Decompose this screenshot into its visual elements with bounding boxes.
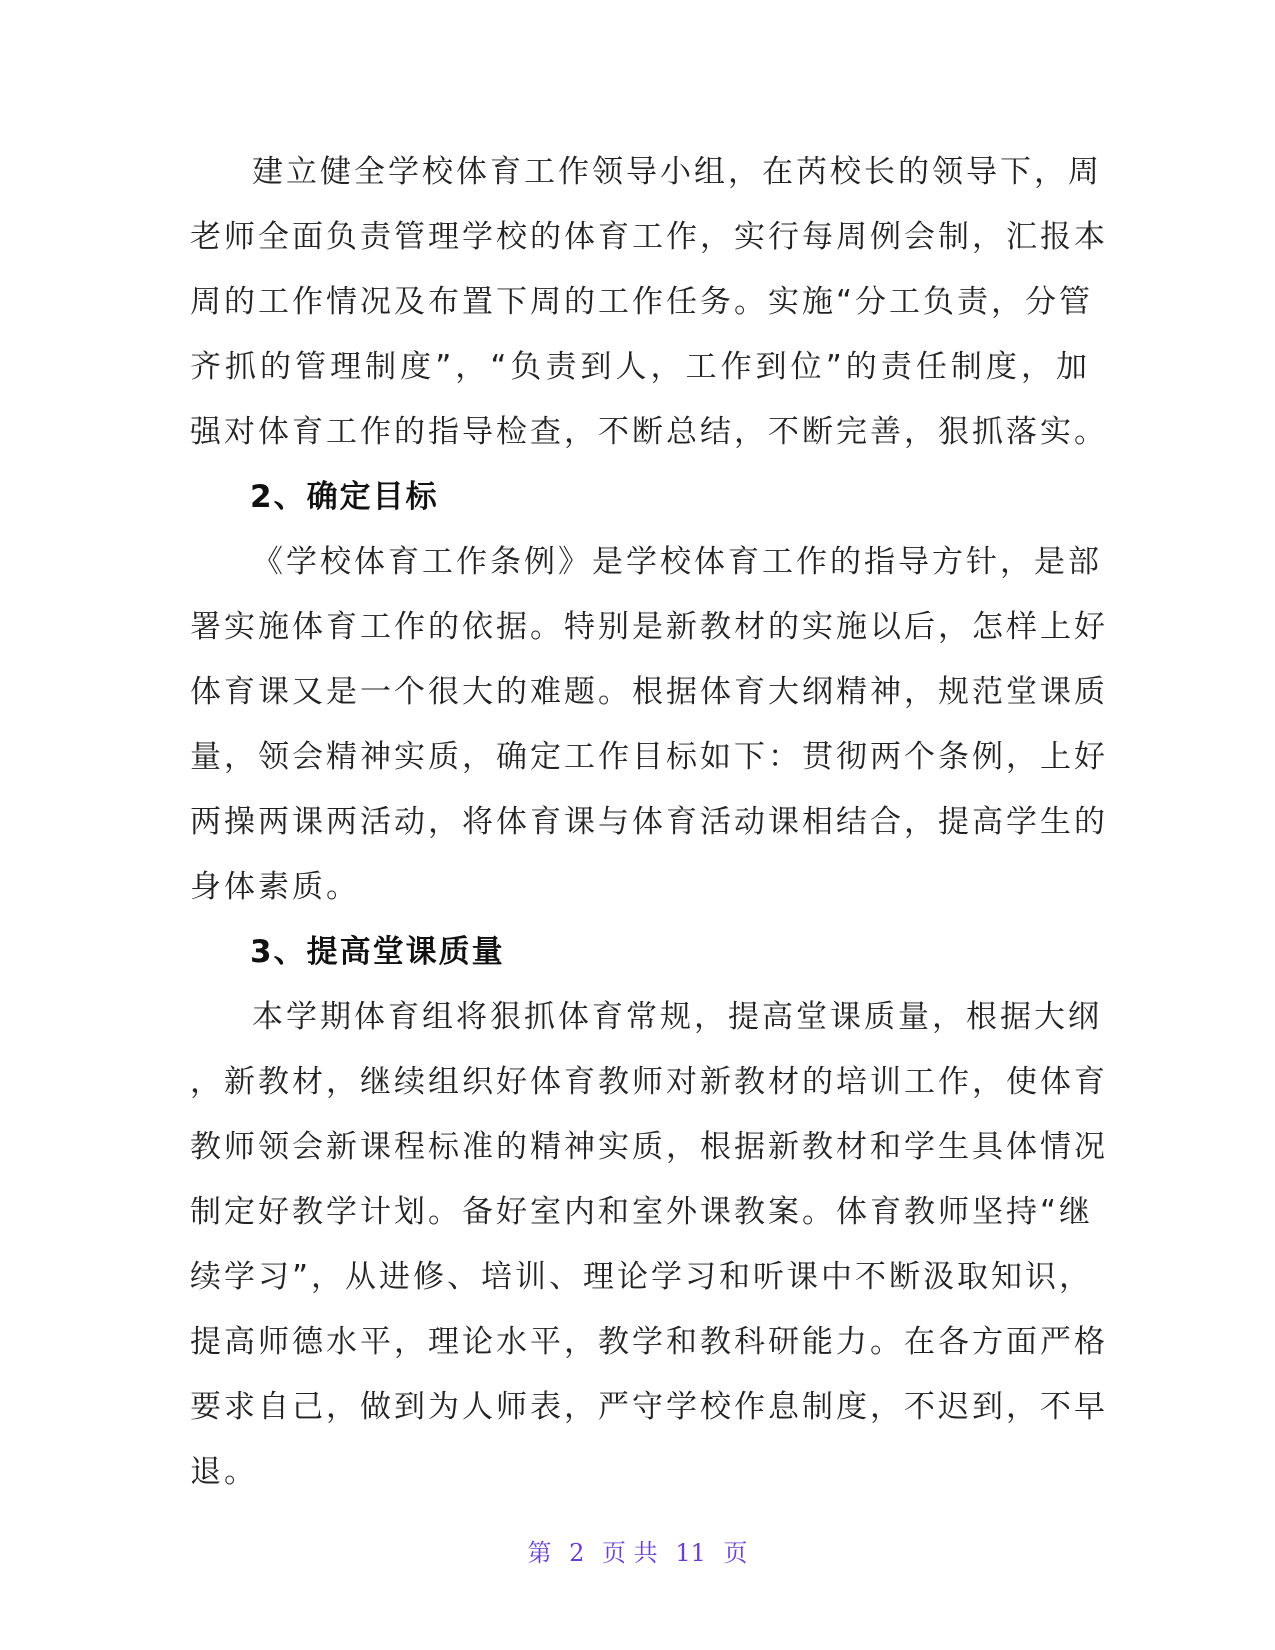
text-line: 体育课又是一个很大的难题。根据体育大纲精神，规范堂课质 <box>190 674 1108 710</box>
paragraph-class-quality <box>190 985 1108 1505</box>
text-line: 量，领会精神实质，确定工作目标如下：贯彻两个条例，上好 <box>190 739 1108 775</box>
text-line: 强对体育工作的指导检查，不断总结，不断完善，狠抓落实。 <box>190 414 1108 450</box>
text-line: 《学校体育工作条例》是学校体育工作的指导方针，是部 <box>252 544 1102 580</box>
paragraph-goals <box>190 530 1108 920</box>
text-line: 要求自己，做到为人师表，严守学校作息制度，不迟到，不早 <box>190 1389 1108 1425</box>
text-line: 续学习”，从进修、培训、理论学习和听课中不断汲取知识， <box>190 1259 1094 1295</box>
document-body <box>190 140 1108 1505</box>
footer-middle: 页 共 <box>602 1539 658 1567</box>
footer-current-page: 2 <box>569 1539 585 1567</box>
text-line: 两操两课两活动，将体育课与体育活动课相结合，提高学生的 <box>190 804 1108 840</box>
text-line: 教师领会新课程标准的精神实质，根据新教材和学生具体情况 <box>190 1129 1108 1165</box>
text-line: 老师全面负责管理学校的体育工作，实行每周例会制，汇报本 <box>190 219 1108 255</box>
text-line: 制定好教学计划。备好室内和室外课教案。体育教师坚持“继 <box>190 1194 1094 1230</box>
paragraph-leadership <box>190 140 1108 465</box>
text-line: 提高师德水平，理论水平，教学和教科研能力。在各方面严格 <box>190 1324 1108 1360</box>
text-line: 身体素质。 <box>190 869 360 905</box>
footer-prefix: 第 <box>527 1539 552 1567</box>
section-heading-class-quality: 3、提高堂课质量 <box>250 934 505 970</box>
text-line: 建立健全学校体育工作领导小组，在芮校长的领导下，周 <box>252 154 1102 190</box>
page-footer <box>0 1533 1275 1568</box>
text-line: 署实施体育工作的依据。特别是新教材的实施以后，怎样上好 <box>190 609 1108 645</box>
text-line: 周的工作情况及布置下周的工作任务。实施“分工负责，分管 <box>190 284 1094 320</box>
footer-total-pages: 11 <box>675 1539 706 1567</box>
text-line: 本学期体育组将狠抓体育常规，提高堂课质量，根据大纲 <box>252 999 1102 1035</box>
text-line: 退。 <box>190 1454 258 1490</box>
text-line: ，新教材，继续组织好体育教师对新教材的培训工作，使体育 <box>190 1064 1108 1100</box>
text-line: 齐抓的管理制度”，“负责到人，工作到位”的责任制度，加 <box>190 349 1090 385</box>
section-heading-goals: 2、确定目标 <box>250 479 439 515</box>
footer-suffix: 页 <box>723 1539 748 1567</box>
